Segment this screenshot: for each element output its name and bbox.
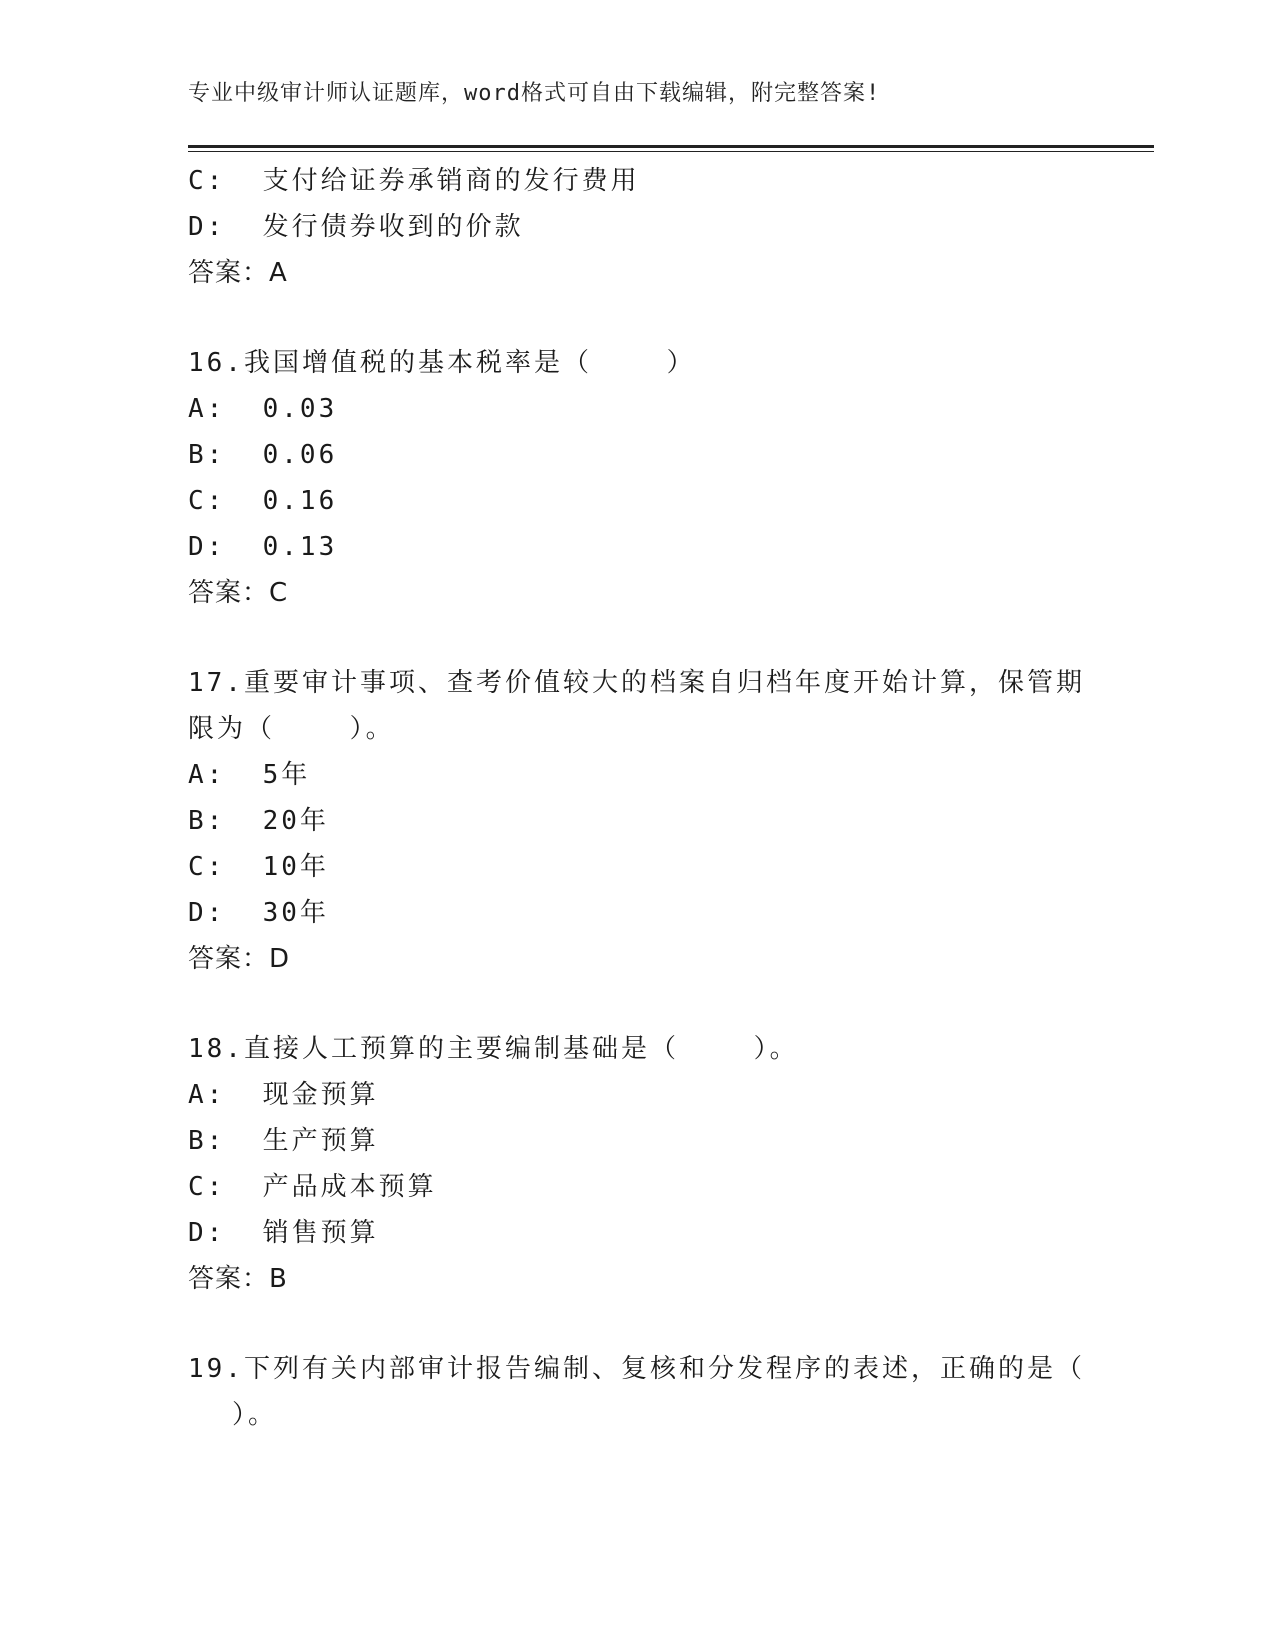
option-d: D: 销售预算 (188, 1218, 379, 1248)
header-rule-thin (188, 151, 1154, 152)
question-17-stem: 17.重要审计事项、查考价值较大的档案自归档年度开始计算，保管期 (188, 668, 1085, 698)
answer-label: 答案：D (188, 944, 291, 974)
option-d: D: 30年 (188, 898, 329, 928)
question-19-stem-cont: ）。 (232, 1400, 278, 1430)
option-a: A: 0.03 (188, 394, 338, 424)
header-rule-thick (188, 145, 1154, 148)
question-content (188, 158, 1088, 1438)
question-18-stem: 18.直接人工预算的主要编制基础是（ ）。 (188, 1034, 799, 1064)
option-b: B: 0.06 (188, 440, 338, 470)
question-19-stem: 19.下列有关内部审计报告编制、复核和分发程序的表述，正确的是（ (188, 1354, 1085, 1384)
question-17-stem-cont: 限为（ ）。 (188, 714, 395, 744)
option-b: B: 20年 (188, 806, 329, 836)
page-header: 专业中级审计师认证题库，word格式可自由下载编辑，附完整答案! (188, 81, 881, 106)
answer-label: 答案：B (188, 1264, 288, 1294)
answer-label: 答案：A (188, 258, 288, 288)
option-d: D: 发行债券收到的价款 (188, 212, 524, 242)
option-c: C: 0.16 (188, 486, 338, 516)
question-16-stem: 16.我国增值税的基本税率是（ ） (188, 348, 696, 378)
option-a: A: 5年 (188, 760, 311, 790)
option-d: D: 0.13 (188, 532, 338, 562)
option-c: C: 支付给证券承销商的发行费用 (188, 166, 640, 196)
option-c: C: 10年 (188, 852, 329, 882)
option-a: A: 现金预算 (188, 1080, 379, 1110)
option-c: C: 产品成本预算 (188, 1172, 437, 1202)
option-b: B: 生产预算 (188, 1126, 379, 1156)
answer-label: 答案：C (188, 578, 289, 608)
